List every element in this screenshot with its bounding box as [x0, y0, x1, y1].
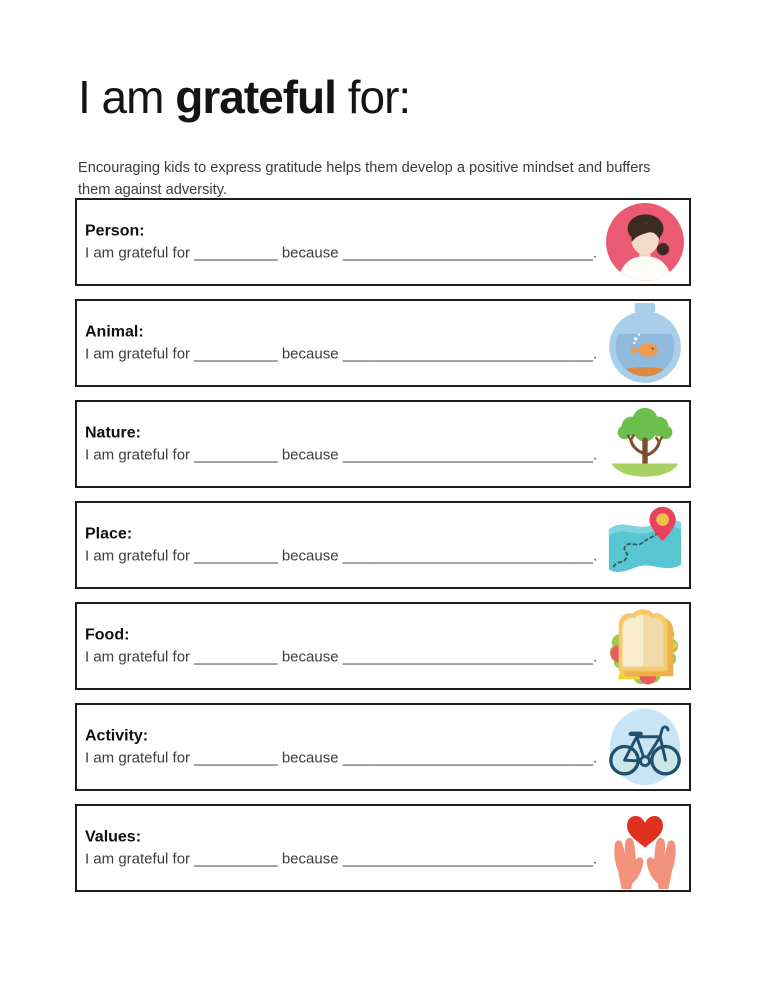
gratitude-box-nature [75, 400, 691, 488]
prompt-lead: I am grateful for [85, 446, 191, 464]
blank-long: ______________________________ [342, 446, 593, 464]
gratitude-box-values [75, 804, 691, 892]
fishbowl-icon [604, 302, 686, 384]
prompt-end: . [593, 446, 598, 464]
sandwich-icon [604, 605, 686, 687]
prompt-middle: because [281, 446, 339, 464]
row-text-food [85, 627, 597, 666]
prompt-lead: I am grateful for [85, 345, 191, 363]
person-avatar-icon [604, 201, 686, 283]
blank-long: ______________________________ [342, 648, 593, 666]
fill-in-line-values [85, 851, 597, 868]
prompt-end: . [593, 345, 598, 363]
category-label-nature: Nature: [85, 424, 142, 442]
gratitude-box-place [75, 501, 691, 589]
category-label-activity: Activity: [85, 727, 149, 745]
blank-short: __________ [194, 547, 278, 565]
gratitude-box-activity [75, 703, 691, 791]
prompt-middle: because [281, 547, 339, 565]
prompt-middle: because [281, 850, 339, 868]
fill-in-line-activity [85, 750, 597, 767]
title-regular-post: for: [335, 71, 411, 123]
prompt-end: . [593, 850, 598, 868]
page-title [78, 70, 410, 124]
tree-icon [604, 403, 686, 485]
fill-in-line-animal [85, 346, 597, 363]
blank-short: __________ [194, 446, 278, 464]
row-text-nature [85, 425, 597, 464]
blank-long: ______________________________ [342, 345, 593, 363]
gratitude-box-food [75, 602, 691, 690]
fill-in-line-food [85, 649, 597, 666]
row-text-values [85, 829, 597, 868]
category-label-person: Person: [85, 222, 145, 240]
hands-heart-icon [604, 807, 686, 889]
map-pin-icon [604, 504, 686, 586]
blank-short: __________ [194, 244, 278, 262]
bicycle-icon [604, 706, 686, 788]
prompt-lead: I am grateful for [85, 648, 191, 666]
prompt-end: . [593, 749, 598, 767]
prompt-middle: because [281, 749, 339, 767]
prompt-end: . [593, 648, 598, 666]
fill-in-line-place [85, 548, 597, 565]
gratitude-box-animal [75, 299, 691, 387]
blank-short: __________ [194, 345, 278, 363]
fill-in-line-person [85, 245, 597, 262]
blank-long: ______________________________ [342, 547, 593, 565]
prompt-lead: I am grateful for [85, 244, 191, 262]
title-emphasis: grateful [175, 71, 336, 123]
gratitude-box-person [75, 198, 691, 286]
row-text-person [85, 223, 597, 262]
row-text-place [85, 526, 597, 565]
row-text-activity [85, 728, 597, 767]
blank-short: __________ [194, 749, 278, 767]
prompt-middle: because [281, 345, 339, 363]
blank-long: ______________________________ [342, 749, 593, 767]
blank-short: __________ [194, 850, 278, 868]
blank-short: __________ [194, 648, 278, 666]
title-regular-pre: I am [78, 71, 176, 123]
blank-long: ______________________________ [342, 244, 593, 262]
prompt-end: . [593, 547, 598, 565]
category-label-values: Values: [85, 828, 142, 846]
prompt-middle: because [281, 648, 339, 666]
gratitude-boxes [75, 198, 691, 905]
category-label-animal: Animal: [85, 323, 144, 341]
blank-long: ______________________________ [342, 850, 593, 868]
prompt-end: . [593, 244, 598, 262]
fill-in-line-nature [85, 447, 597, 464]
row-text-animal [85, 324, 597, 363]
intro-text: Encouraging kids to express gratitude helps them develop a positive mindset and buffers them against adversity. [78, 159, 651, 199]
category-label-place: Place: [85, 525, 133, 543]
category-label-food: Food: [85, 626, 130, 644]
prompt-middle: because [281, 244, 339, 262]
prompt-lead: I am grateful for [85, 749, 191, 767]
prompt-lead: I am grateful for [85, 850, 191, 868]
prompt-lead: I am grateful for [85, 547, 191, 565]
